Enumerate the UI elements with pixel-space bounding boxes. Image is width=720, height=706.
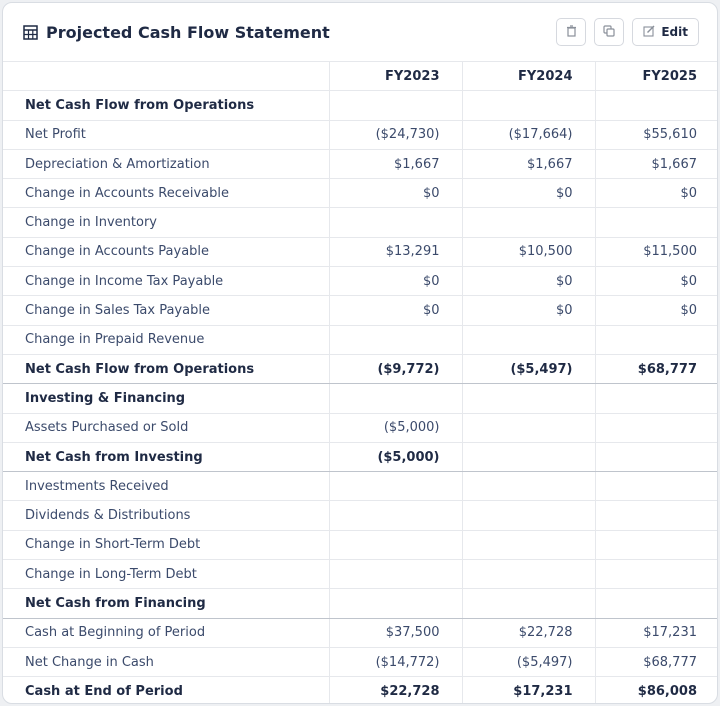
value-cell: $22,728: [329, 677, 462, 704]
value-cell: $0: [462, 267, 595, 296]
value-cell: $0: [329, 179, 462, 208]
row-label: Change in Long-Term Debt: [3, 560, 329, 589]
column-header: FY2025: [595, 62, 718, 91]
value-cell: [595, 560, 718, 589]
value-cell: $11,500: [595, 237, 718, 266]
value-cell: [329, 530, 462, 559]
value-cell: $17,231: [595, 618, 718, 647]
table-icon: [23, 25, 38, 40]
row-label: Depreciation & Amortization: [3, 149, 329, 178]
row-label: Change in Short-Term Debt: [3, 530, 329, 559]
value-cell: ($5,000): [329, 413, 462, 442]
row-label: Assets Purchased or Sold: [3, 413, 329, 442]
value-cell: $86,008: [595, 677, 718, 704]
value-cell: [595, 91, 718, 120]
value-cell: [595, 384, 718, 413]
value-cell: [595, 442, 718, 471]
value-cell: [329, 472, 462, 501]
value-cell: [595, 589, 718, 618]
value-cell: [595, 472, 718, 501]
value-cell: $55,610: [595, 120, 718, 149]
value-cell: [462, 325, 595, 354]
copy-icon: [603, 25, 615, 40]
value-cell: [462, 589, 595, 618]
edit-label: Edit: [661, 25, 688, 39]
value-cell: [462, 413, 595, 442]
pencil-square-icon: [643, 25, 655, 40]
table-row: [3, 354, 718, 383]
table-row: [3, 618, 718, 647]
value-cell: [329, 501, 462, 530]
page-title: Projected Cash Flow Statement: [46, 22, 330, 42]
value-cell: [462, 501, 595, 530]
row-label: Change in Income Tax Payable: [3, 267, 329, 296]
row-label: Net Change in Cash: [3, 647, 329, 676]
row-label: Change in Sales Tax Payable: [3, 296, 329, 325]
value-cell: [462, 472, 595, 501]
row-label: Change in Accounts Payable: [3, 237, 329, 266]
table-header-row: [3, 62, 718, 91]
value-cell: ($17,664): [462, 120, 595, 149]
value-cell: $0: [329, 296, 462, 325]
row-label: Cash at End of Period: [3, 677, 329, 704]
card-title: [23, 23, 330, 42]
value-cell: ($24,730): [329, 120, 462, 149]
cash-flow-card: [2, 2, 718, 704]
value-cell: $0: [329, 267, 462, 296]
table-row: [3, 296, 718, 325]
toolbar: [556, 18, 699, 46]
value-cell: $1,667: [595, 149, 718, 178]
table-row: [3, 530, 718, 559]
table-row: [3, 442, 718, 471]
row-label: Cash at Beginning of Period: [3, 618, 329, 647]
table-row: [3, 647, 718, 676]
value-cell: [329, 589, 462, 618]
value-cell: [329, 560, 462, 589]
row-label: Change in Inventory: [3, 208, 329, 237]
value-cell: [462, 384, 595, 413]
table-row: [3, 413, 718, 442]
table-row: [3, 472, 718, 501]
value-cell: [595, 325, 718, 354]
value-cell: [462, 560, 595, 589]
value-cell: [329, 91, 462, 120]
value-cell: [462, 530, 595, 559]
value-cell: $0: [595, 267, 718, 296]
value-cell: $10,500: [462, 237, 595, 266]
value-cell: $37,500: [329, 618, 462, 647]
value-cell: $0: [595, 179, 718, 208]
value-cell: [462, 91, 595, 120]
value-cell: $1,667: [462, 149, 595, 178]
value-cell: $0: [462, 296, 595, 325]
value-cell: [329, 208, 462, 237]
duplicate-button[interactable]: [594, 18, 624, 46]
value-cell: ($9,772): [329, 354, 462, 383]
row-label: Investments Received: [3, 472, 329, 501]
row-label: Dividends & Distributions: [3, 501, 329, 530]
table-row: [3, 267, 718, 296]
value-cell: $17,231: [462, 677, 595, 704]
table-row: [3, 237, 718, 266]
value-cell: [595, 208, 718, 237]
value-cell: [462, 208, 595, 237]
table-row: [3, 325, 718, 354]
table-row: [3, 677, 718, 704]
table-row: [3, 384, 718, 413]
value-cell: [329, 384, 462, 413]
row-label: Net Profit: [3, 120, 329, 149]
table-row: [3, 91, 718, 120]
row-label: Net Cash from Investing: [3, 442, 329, 471]
value-cell: $68,777: [595, 354, 718, 383]
cash-flow-table: [3, 61, 718, 704]
table-row: [3, 120, 718, 149]
row-label: Net Cash Flow from Operations: [3, 91, 329, 120]
value-cell: $0: [595, 296, 718, 325]
table-row: [3, 208, 718, 237]
table-row: [3, 560, 718, 589]
row-label: Change in Accounts Receivable: [3, 179, 329, 208]
value-cell: [329, 325, 462, 354]
edit-button[interactable]: [632, 18, 699, 46]
value-cell: [595, 501, 718, 530]
table-row: [3, 501, 718, 530]
table-body: [3, 91, 718, 704]
value-cell: ($5,000): [329, 442, 462, 471]
value-cell: $1,667: [329, 149, 462, 178]
table-row: [3, 589, 718, 618]
table-row: [3, 179, 718, 208]
value-cell: [462, 442, 595, 471]
value-cell: $0: [462, 179, 595, 208]
value-cell: [595, 413, 718, 442]
row-label: Change in Prepaid Revenue: [3, 325, 329, 354]
value-cell: $13,291: [329, 237, 462, 266]
column-header: FY2024: [462, 62, 595, 91]
value-cell: $22,728: [462, 618, 595, 647]
column-header: FY2023: [329, 62, 462, 91]
row-label: Net Cash Flow from Operations: [3, 354, 329, 383]
trash-icon: [566, 25, 577, 40]
row-label: Net Cash from Financing: [3, 589, 329, 618]
table-row: [3, 149, 718, 178]
value-cell: $68,777: [595, 647, 718, 676]
value-cell: ($5,497): [462, 647, 595, 676]
card-header: [3, 3, 717, 61]
value-cell: ($14,772): [329, 647, 462, 676]
value-cell: ($5,497): [462, 354, 595, 383]
delete-button[interactable]: [556, 18, 586, 46]
value-cell: [595, 530, 718, 559]
row-label: Investing & Financing: [3, 384, 329, 413]
column-header: [3, 62, 329, 91]
